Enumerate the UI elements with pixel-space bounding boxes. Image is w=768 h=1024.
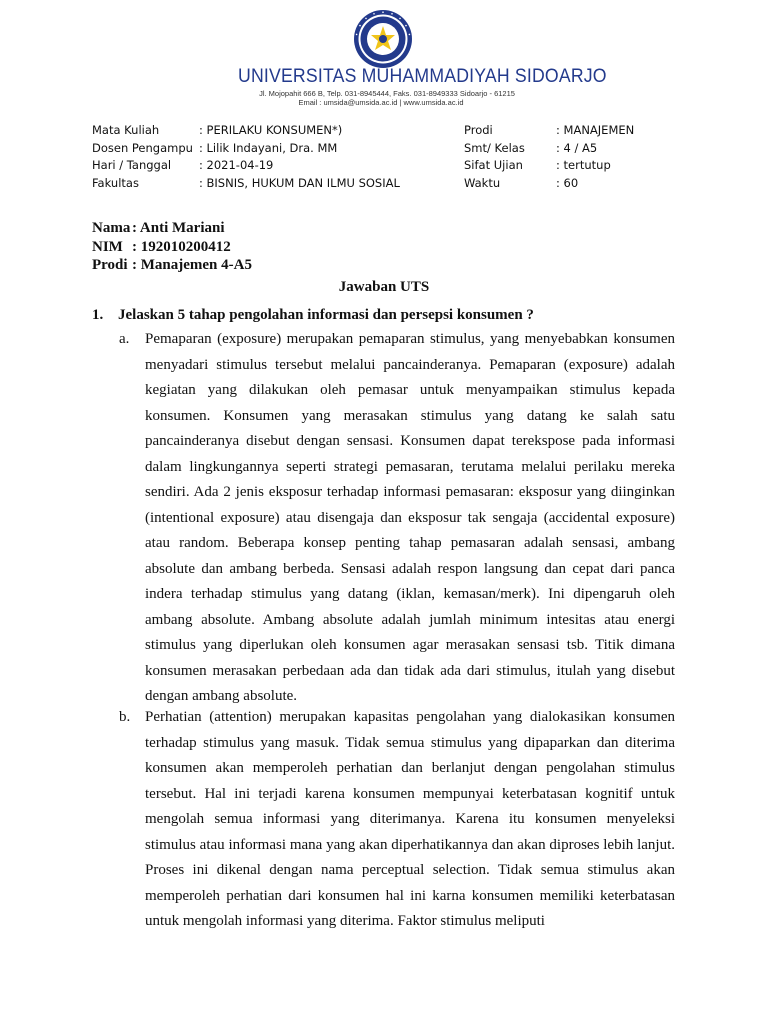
info-value: : Lilik Indayani, Dra. MM: [199, 140, 338, 155]
identity-value: : Anti Mariani: [132, 220, 225, 236]
identity-value: : 192010200412: [132, 238, 231, 255]
info-value: : 4 / A5: [556, 140, 598, 155]
info-row: [464, 157, 684, 175]
info-value: : tertutup: [556, 158, 611, 172]
answer-marker: b.: [119, 709, 131, 725]
info-value: : MANAJEMEN: [556, 123, 635, 137]
university-name: UNIVERSITAS MUHAMMADIYAH SIDOARJO: [238, 66, 607, 87]
info-value: : PERILAKU KONSUMEN*): [199, 123, 343, 137]
university-address: Jl. Mojopahit 666 B, Telp. 031-8945444, Faks. 031-8949333 Sidoarjo - 61215: [259, 89, 515, 98]
info-label: Fakultas: [92, 175, 139, 190]
info-value: : 60: [556, 175, 579, 190]
info-label: Smt/ Kelas: [464, 140, 525, 155]
info-row: [92, 175, 452, 193]
answer-paragraph: Pemaparan (exposure) merupakan pemaparan stimulus, yang menyebabkan konsumen menyadari stimulus tersebut melalui pancainderanya. Pemaparan (exposure) adalah kegiatan yang dilakukan oleh pemasar untuk menyampaikan stimulus kepada konsumen. Konsumen yang merasakan stimulus yang datang ke salah satu pancainderanya disebut dengan sensasi. Konsumen dapat terekspose pada informasi dalam lingkungannya seperti strategi pemasaran, terutama melalui perilaku mereka sendiri. Ada 2 jenis eksposur terhadap informasi pemasaran: eksposur yang diinginkan (intentional exposure) atau disengaja dan eksposur tak sengaja (accidental exposure) atau random. Beberapa konsep penting tahap pemasaran adalah sensasi, ambang absolute dan ambang berbeda. Sensasi adalah respon langsung dan cepat dari panca indera terhadap stimulus yang datang (iklan, kemasan/merk). Ini dipengaruh oleh ambang absolute. Ambang absolute adalah jumlah minimum intesitas atau energi stimulus yang diperlukan oleh konsumen agar merasakan sensasi tsb. Titik dimana konsumen merasakan perbedaan ada dan tidak ada dari stimulus, itulah yang disebut dengan ambang absolute.: [145, 331, 675, 704]
exam-info-right: [464, 122, 684, 192]
identity-value: : Manajemen 4-A5: [132, 257, 252, 273]
identity-key: Prodi: [92, 257, 128, 273]
info-row: [92, 140, 452, 158]
info-row: [464, 140, 684, 158]
answer-paragraph: Perhatian (attention) merupakan kapasitas pengolahan yang dialokasikan konsumen terhadap stimulus yang masuk. Tidak semua stimulus yang dipaparkan dan diterima konsumen akan memperoleh perhatian dan berlanjut dengan pengolahan stimulus tersebut. Hal ini terjadi karena konsumen mempunyai keterbatasan kognitif untuk mengolah semua informasi yang diterimanya. Karena itu konsumen menyeleksi stimulus atau informasi mana yang akan diperhatikannya dan akan diproses lebih lanjut. Proses ini dikenal dengan nama perceptual selection. Tidak semua stimulus akan memperoleh perhatian dari konsumen hal ini karna konsumen memiliki keterbatasan untuk mengolah informasi yang diterima. Faktor stimulus meliputi: [145, 709, 675, 929]
info-label: Prodi: [464, 123, 493, 137]
info-label: Hari / Tanggal: [92, 158, 172, 172]
info-row: [92, 122, 452, 140]
info-value: : BISNIS, HUKUM DAN ILMU SOSIAL: [199, 175, 400, 190]
identity-key: NIM: [92, 238, 123, 255]
info-row: [92, 157, 452, 175]
info-row: [464, 122, 684, 140]
info-label: Waktu: [464, 175, 501, 190]
identity-key: Nama: [92, 220, 131, 236]
info-label: Sifat Ujian: [464, 158, 523, 172]
university-contact: Email : umsida@umsida.ac.id | www.umsida.ac.id: [298, 98, 464, 107]
document-title: Jawaban UTS: [338, 279, 430, 295]
info-value: : 2021-04-19: [199, 158, 274, 172]
question-number: 1.: [92, 307, 104, 323]
info-label: Dosen Pengampu: [92, 140, 193, 155]
answer-marker: a.: [119, 331, 130, 347]
question-text: Jelaskan 5 tahap pengolahan informasi dan persepsi konsumen ?: [118, 307, 534, 323]
university-seal-icon: [348, 8, 418, 70]
exam-info-left: [92, 122, 452, 192]
info-label: Mata Kuliah: [92, 123, 160, 137]
info-row: [464, 175, 684, 193]
